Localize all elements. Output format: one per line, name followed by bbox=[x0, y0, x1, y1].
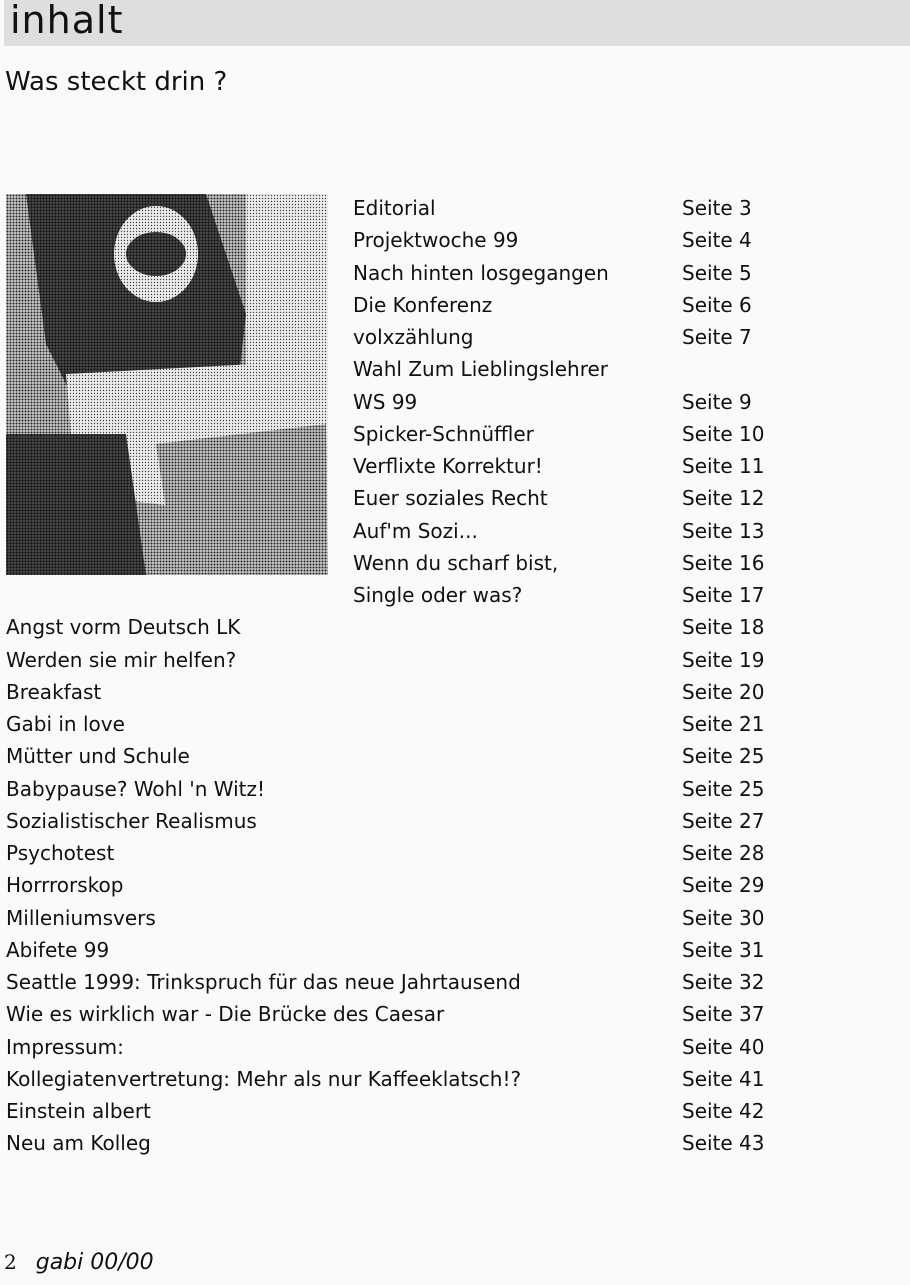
toc-title: Editorial bbox=[353, 196, 436, 220]
toc-page-number: Seite 40 bbox=[682, 1034, 765, 1059]
toc-title: Verflixte Korrektur! bbox=[353, 454, 543, 478]
toc-row bbox=[0, 482, 910, 514]
toc-row bbox=[0, 1031, 910, 1063]
toc-page-number: Seite 16 bbox=[682, 550, 765, 575]
toc-page-number: Seite 5 bbox=[682, 260, 752, 285]
toc-row bbox=[0, 902, 910, 934]
toc-page-number: Seite 41 bbox=[682, 1066, 765, 1091]
toc-page-number: Seite 29 bbox=[682, 873, 765, 898]
toc-page-number: Seite 18 bbox=[682, 615, 765, 640]
toc-row bbox=[0, 257, 910, 289]
toc-page-number: Seite 25 bbox=[682, 744, 765, 769]
toc-title: Werden sie mir helfen? bbox=[6, 647, 237, 672]
toc-page-number: Seite 7 bbox=[682, 325, 752, 349]
toc-page-number: Seite 42 bbox=[682, 1099, 765, 1123]
toc-title: WS 99 bbox=[353, 389, 418, 414]
toc-row bbox=[0, 192, 910, 224]
toc-row bbox=[0, 418, 910, 450]
toc-row bbox=[0, 579, 910, 611]
toc-title: Horrrorskop bbox=[6, 873, 124, 898]
toc-row bbox=[0, 321, 910, 353]
toc-page-number: Seite 9 bbox=[682, 389, 752, 414]
toc-row bbox=[0, 386, 910, 418]
toc-title: Die Konferenz bbox=[353, 292, 493, 317]
toc-row bbox=[0, 740, 910, 772]
toc-page-number: Seite 4 bbox=[682, 228, 752, 253]
page-subtitle: Was steckt drin ? bbox=[5, 67, 228, 97]
toc-page-number: Seite 20 bbox=[682, 679, 765, 704]
toc-page-number: Seite 17 bbox=[682, 583, 765, 607]
toc-row bbox=[0, 547, 910, 579]
toc-title: Single oder was? bbox=[353, 583, 523, 607]
toc-title: Gabi in love bbox=[6, 712, 125, 736]
toc-title: Babypause? Wohl 'n Witz! bbox=[6, 776, 266, 801]
toc-row bbox=[0, 353, 910, 385]
toc-page-number: Seite 31 bbox=[682, 937, 765, 962]
toc-row bbox=[0, 837, 910, 869]
toc-title: Breakfast bbox=[6, 679, 102, 704]
toc-page-number: Seite 37 bbox=[682, 1002, 765, 1027]
toc-row bbox=[0, 1063, 910, 1095]
toc-title: Wie es wirklich war - Die Brücke des Caesar bbox=[6, 1002, 445, 1027]
toc-page-number: Seite 10 bbox=[682, 421, 765, 446]
toc-page-number: Seite 12 bbox=[682, 486, 765, 511]
toc-title: volxzählung bbox=[353, 325, 474, 349]
toc-row bbox=[0, 998, 910, 1030]
toc-title: Kollegiatenvertretung: Mehr als nur Kaffeeklatsch!? bbox=[6, 1066, 522, 1091]
toc-title: Euer soziales Recht bbox=[353, 486, 548, 511]
toc-row bbox=[0, 611, 910, 643]
toc-row bbox=[0, 676, 910, 708]
toc-title: Auf'm Sozi... bbox=[353, 518, 478, 543]
toc-row bbox=[0, 966, 910, 998]
page-title: inhalt bbox=[10, 0, 124, 42]
toc-row bbox=[0, 773, 910, 805]
toc-title: Angst vorm Deutsch LK bbox=[6, 615, 241, 640]
toc-page-number: Seite 21 bbox=[682, 712, 765, 736]
toc-title: Wahl Zum Lieblingslehrer bbox=[353, 357, 609, 382]
toc-page-number: Seite 28 bbox=[682, 841, 765, 865]
toc-title: Neu am Kolleg bbox=[6, 1131, 151, 1156]
toc-row bbox=[0, 224, 910, 256]
toc-title: Mütter und Schule bbox=[6, 744, 190, 769]
toc-row bbox=[0, 1095, 910, 1127]
toc-title: Milleniumsvers bbox=[6, 905, 156, 930]
toc-row bbox=[0, 515, 910, 547]
toc-row bbox=[0, 289, 910, 321]
toc-row bbox=[0, 805, 910, 837]
header-bar bbox=[4, 0, 910, 46]
toc-title: Einstein albert bbox=[6, 1099, 151, 1123]
toc-row bbox=[0, 450, 910, 482]
toc-row bbox=[0, 708, 910, 740]
toc-page-number: Seite 13 bbox=[682, 518, 765, 543]
toc-title: Seattle 1999: Trinkspruch für das neue Jahrtausend bbox=[6, 970, 521, 994]
toc-page-number: Seite 32 bbox=[682, 970, 765, 994]
toc-page-number: Seite 19 bbox=[682, 647, 765, 672]
page-number: 2 bbox=[4, 1250, 17, 1274]
toc-title: Psychotest bbox=[6, 841, 115, 865]
toc-page-number: Seite 30 bbox=[682, 905, 765, 930]
toc-page-number: Seite 3 bbox=[682, 196, 752, 220]
page-footer bbox=[4, 1246, 154, 1279]
toc-title: Spicker-Schnüffler bbox=[353, 421, 534, 446]
toc-page-number: Seite 6 bbox=[682, 292, 752, 317]
toc-page-number: Seite 43 bbox=[682, 1131, 765, 1156]
toc-row bbox=[0, 934, 910, 966]
toc-page-number: Seite 11 bbox=[682, 454, 765, 478]
toc-row bbox=[0, 1127, 910, 1159]
toc-title: Sozialistischer Realismus bbox=[6, 808, 257, 833]
toc-page-number: Seite 25 bbox=[682, 776, 765, 801]
toc-row bbox=[0, 869, 910, 901]
toc-title: Wenn du scharf bist, bbox=[353, 550, 559, 575]
toc-title: Nach hinten losgegangen bbox=[353, 260, 609, 285]
toc-page-number: Seite 27 bbox=[682, 808, 765, 833]
magazine-issue: gabi 00/00 bbox=[35, 1250, 154, 1275]
toc-title: Abifete 99 bbox=[6, 937, 110, 962]
toc-title: Projektwoche 99 bbox=[353, 228, 519, 253]
toc-row bbox=[0, 644, 910, 676]
toc-title: Impressum: bbox=[6, 1034, 124, 1059]
